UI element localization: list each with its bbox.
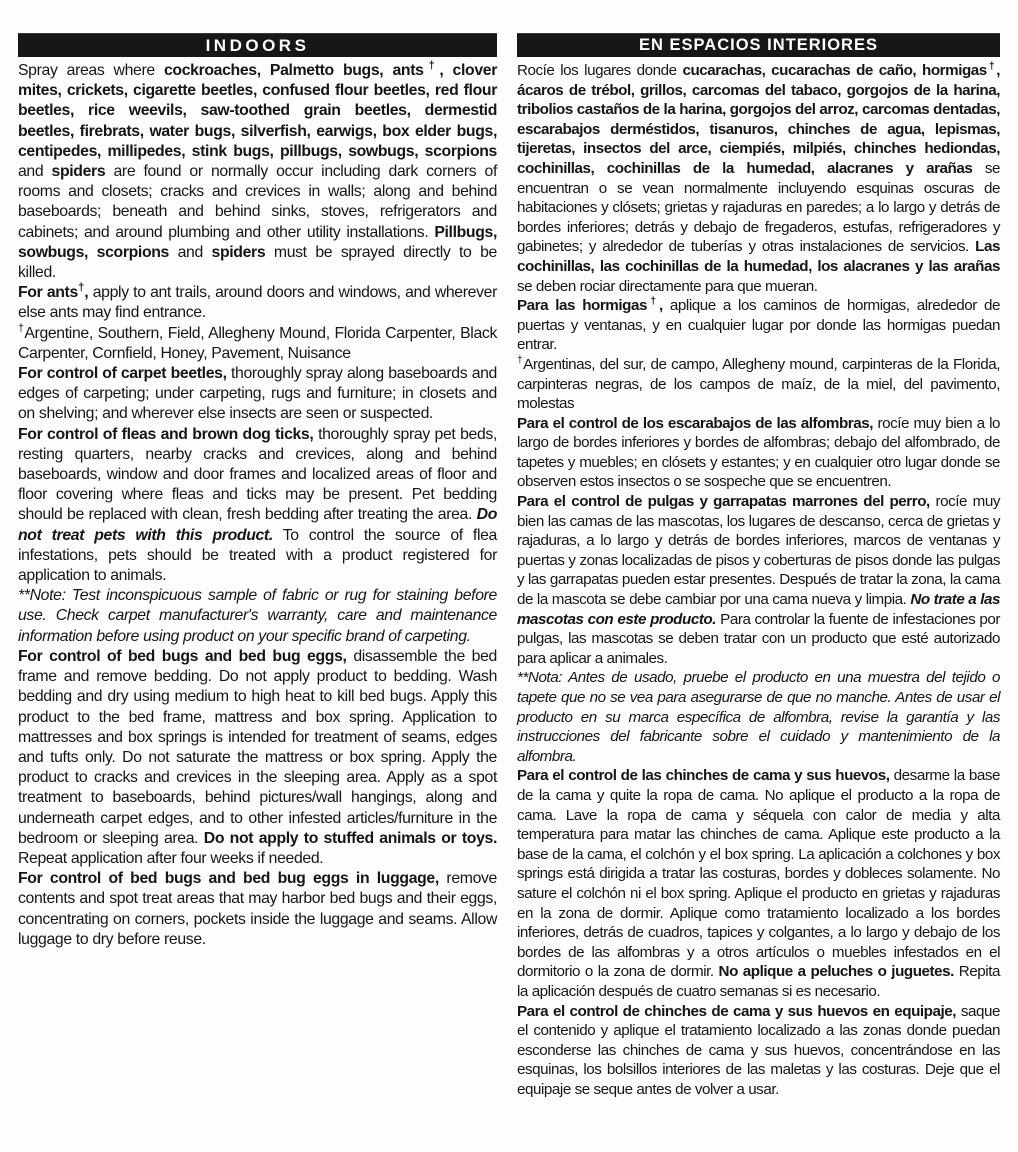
paragraph: For control of carpet beetles, thoroughly spray along baseboards and edges of carpeting; under carpeting, rugs and furniture; in closets and on shelving; and wherever else insects are seen or suspected. xyxy=(18,365,497,423)
paragraph: Para el control de chinches de cama y sus huevos en equipaje, saque el contenido y aplique el tratamiento localizado a las zonas donde puedan esconderse las chinches de cama y sus huevos, concentrándose en las esquinas, los bolsillos interiores de las maletas y las costuras. Deje que el equipaje se seque antes de volver a usar. xyxy=(517,1002,1000,1098)
paragraph: Para el control de pulgas y garrapatas marrones del perro, rocíe muy bien las camas de las mascotas, los lugares de descanso, cerca de grietas y rajaduras, a lo largo y detrás de bordes inferiores, marcos de ventanas y puertas y zonas localizadas de pisos y coberturas de pisos donde las pulgas y las garrapatas pueden estar presentes. Después de tratar la zona, la cama de la mascota se debe cambiar por una cama nueva y limpia. No trate a las mascotas con este producto. Para controlar la fuente de infestaciones por pulgas, las mascotas se deben tratar con un producto que esté autorizado para aplicar a animales. xyxy=(517,493,1001,667)
paragraph: Para el control de los escarabajos de las alfombras, rocíe muy bien a lo largo de bordes inferiores y bordes de alfombras; debajo del alfombrado, de tapetes y muebles; en clósets y estantes; y en cualquier otro lugar donde se observen estos insectos o se sospeche que se encuentren. xyxy=(517,414,1000,491)
paragraph: Para las hormigas†, aplique a los caminos de hormigas, alrededor de puertas y ventanas, y en cualquier lugar por donde las hormigas puedan entrar. xyxy=(517,296,1000,354)
indoors-header-bar xyxy=(18,33,497,57)
paragraph: For control of fleas and brown dog ticks, thoroughly spray pet beds, resting quarters, nearby cracks and crevices, along and behind baseboards, window and door frames and localized areas of floor and floor covering where fleas and ticks may be present. Pet bedding should be replaced with clean, fresh bedding after treating the area. Do not treat pets with this product. To control the source of flea infestations, pets should be treated with a product registered for application to animals. xyxy=(18,425,498,585)
interiores-body-text xyxy=(517,61,1000,1099)
paragraph: †Argentine, Southern, Field, Allegheny Mound, Florida Carpenter, Black Carpenter, Cornfield, Honey, Pavement, Nuisance xyxy=(18,322,497,362)
paragraph: For control of bed bugs and bed bug eggs in luggage, remove contents and spot treat areas that may harbor bed bugs and their eggs, concentrating on corners, pockets inside the luggage and seams. Allow luggage to dry before reuse. xyxy=(18,870,497,948)
paragraph: Para el control de las chinches de cama y sus huevos, desarme la base de la cama y quite la ropa de cama. No aplique el producto a la ropa de cama. Lave la ropa de cama y séquela con calor de media y alta temperatura para matar las chinches de cama. Aplique este producto a la base de la cama, el colchón y el box spring. La aplicación a colchones y box springs está dirigida a tratar las costuras, bordes y dobleces solamente. No sature el colchón ni el box spring. Aplique el producto en grietas y rajaduras en la zona de dormir. Aplique como tratamiento localizado a los bordes inferiores, detrás de cuadros, tapices y colgantes, a lo largo y debajo de los bordes de las alfombras y a otros artículos o muebles infestados en el dormitorio o la zona de dormir. No aplique a peluches o juguetes. Repita la aplicación después de cuatro semanas si es necesario. xyxy=(517,767,1000,1000)
paragraph: **Nota: Antes de usado, pruebe el producto en una muestra del tejido o tapete que no se vea para asegurarse de que no manche. Antes de usar el producto en su marca específica de alfombra, revise la garantía y las instrucciones del fabricante sobre el cuidado y mantenimiento de la alfombra. xyxy=(517,669,1000,765)
column-interiores-spanish xyxy=(517,33,1000,1099)
paragraph: †Argentinas, del sur, de campo, Allegheny mound, carpinteras de la Florida, carpinteras negras, de los campos de maíz, de la miel, del pavimento, molestas xyxy=(517,354,1000,413)
interiores-header-title: EN ESPACIOS INTERIORES xyxy=(639,35,878,54)
paragraph: For ants†, apply to ant trails, around doors and windows, and wherever else ants may find entrance. xyxy=(18,281,497,322)
interiores-header-bar xyxy=(517,33,1000,57)
paragraph: Rocíe los lugares donde cucarachas, cucarachas de caño, hormigas†, ácaros de trébol, grillos, carcomas del tabaco, gorgojos de la harina, tribolios castaños de la harina, gorgojos del arroz, carcomas dentadas, escarabajos derméstidos, tisanuros, chinches de agua, lepismas, tijeretas, insectos del arce, ciempiés, milpiés, chinches hediondas, cochinillas, cochinillas de la humedad, alacranes y arañas se encuentran o se vean normalmente incluyendo esquinas oscuras de habitaciones y clósets; grietas y rajaduras en paredes; a lo largo y detrás de bordes inferiores; detrás y debajo de fregaderos, estufas, refrigeradores y gabinetes; y alrededor de tuberías y otras instalaciones de servicios. Las cochinillas, las cochinillas de la humedad, los alacranes y las arañas se deben rociar directamente para que mueran. xyxy=(517,60,1001,295)
column-indoors-english xyxy=(18,33,497,950)
indoors-body-text xyxy=(18,61,497,950)
paragraph: **Note: Test inconspicuous sample of fabric or rug for staining before use. Check carpet manufacturer's warranty, care and maintenance information before using product on your specific brand of carpeting. xyxy=(18,587,497,645)
paragraph: For control of bed bugs and bed bug eggs, disassemble the bed frame and remove bedding. Do not apply product to bedding. Wash bedding and dry using medium to high heat to kill bed bugs. Apply this product to the bed frame, mattress and box spring. Application to mattresses and box springs is intended for treatment of seams, edges and tufts only. Do not saturate the mattress or box spring. Apply the product to cracks and crevices in the sleeping area. Apply as a spot treatment to baseboards, behind pictures/wall hangings, along and underneath carpet edges, and to other infested articles/furniture in the bedroom or sleeping area. Do not apply to stuffed animals or toys. Repeat application after four weeks if needed. xyxy=(18,647,498,867)
paragraph: Spray areas where cockroaches, Palmetto bugs, ants†, clover mites, crickets, cigarette beetles, confused flour beetles, red flour beetles, rice weevils, saw-toothed grain beetles, dermestid beetles, firebrats, water bugs, silverfish, earwigs, box elder bugs, centipedes, millipedes, stink bugs, pillbugs, sowbugs, scorpions and spiders are found or normally occur including dark corners of rooms and closets; cracks and crevices in walls; along and behind baseboards; beneath and behind sinks, stoves, refrigerators and cabinets; and around plumbing and other utility installations. Pillbugs, sowbugs, scorpions and spiders must be sprayed directly to be killed. xyxy=(18,59,497,282)
indoors-header-title: INDOORS xyxy=(205,35,310,55)
